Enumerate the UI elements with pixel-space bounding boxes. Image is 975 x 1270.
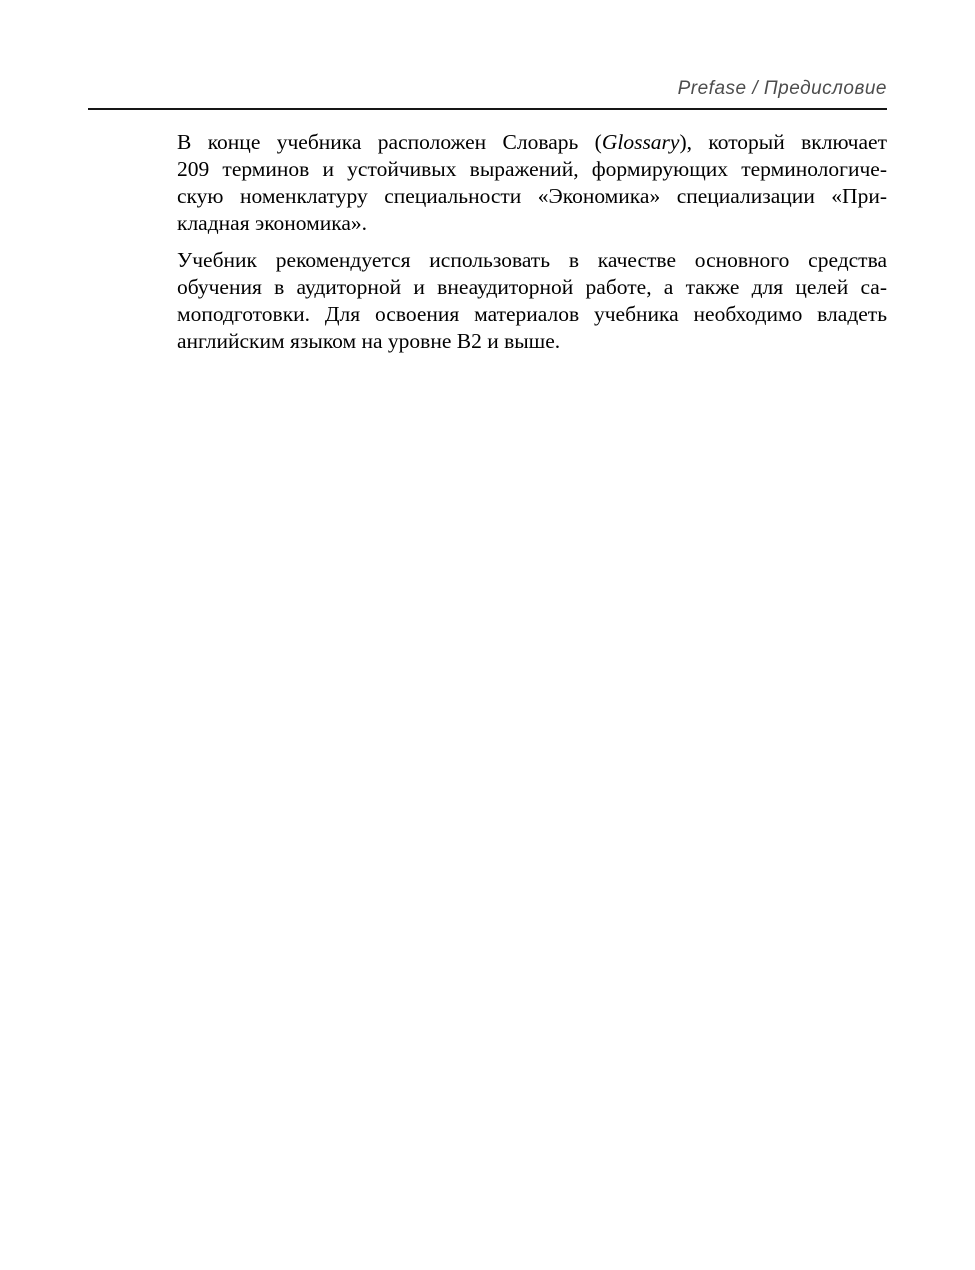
header-rule xyxy=(88,108,887,110)
paragraph-1-line-3: скую номенклатуру специальности «Экономика» специализации «При- xyxy=(177,184,887,208)
page-header-title: Prefase / Предисловие xyxy=(677,78,887,99)
paragraph-1-line-1 xyxy=(177,129,887,156)
paragraph-2-line-2: обучения в аудиторной и внеаудиторной работе, а также для целей са- xyxy=(177,275,887,299)
body-text xyxy=(177,129,887,365)
paragraph-1-line-4: кладная экономика». xyxy=(177,211,368,235)
paragraph-2 xyxy=(177,247,887,355)
paragraph-1-line-1-seg-1: В конце учебника расположен Словарь ( xyxy=(177,130,602,154)
paragraph-1-line-1-glossary-italic: Glossary xyxy=(601,130,680,154)
paragraph-2-line-3: моподготовки. Для освоения материалов учебника необходимо владеть xyxy=(177,302,887,326)
paragraph-2-line-1: Учебник рекомендуется использовать в качестве основного средства xyxy=(177,248,887,272)
paragraph-2-line-4: английским языком на уровне B2 и выше. xyxy=(177,329,561,353)
paragraph-1 xyxy=(177,129,887,237)
paragraph-1-line-1-seg-3: ), который включает xyxy=(679,130,887,154)
paragraph-1-line-2: 209 терминов и устойчивых выражений, формирующих терминологиче- xyxy=(177,157,887,181)
